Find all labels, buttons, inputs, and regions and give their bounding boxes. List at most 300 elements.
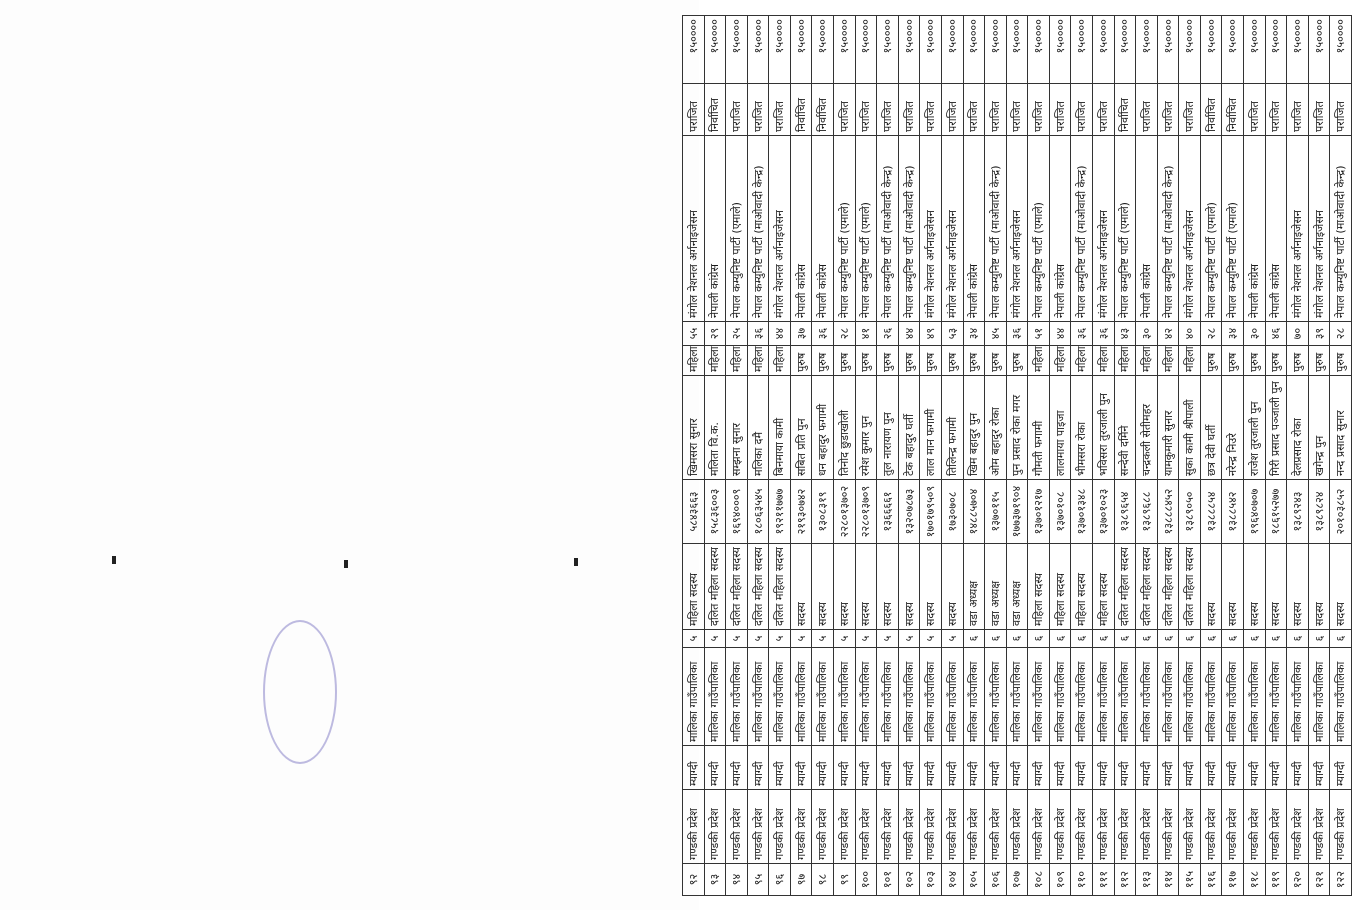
gender-cell: पुरुष — [1330, 346, 1352, 376]
ward-number-cell: ६ — [1092, 630, 1114, 648]
serial-number-cell: १२१ — [1308, 864, 1330, 896]
province-cell: गण्डकी प्रदेश — [1028, 790, 1050, 864]
table-row — [920, 16, 942, 896]
candidate-name-cell: पुन प्रसाद रोका मगर — [1006, 376, 1028, 480]
party-cell: नेपाल कम्युनिष्ट पार्टी (माओवादी केन्द्र) — [1157, 136, 1179, 322]
gender-cell: महिला — [1157, 346, 1179, 376]
ward-number-cell: ५ — [855, 630, 877, 648]
local-body-cell: मालिका गाउँपालिका — [1308, 648, 1330, 746]
table-row — [985, 16, 1007, 896]
ward-number-cell: ५ — [941, 630, 963, 648]
amount-cell: १५०००० — [769, 16, 791, 84]
party-cell: नेपाली कांग्रेस — [1049, 136, 1071, 322]
local-body-cell: मालिका गाउँपालिका — [898, 648, 920, 746]
voter-id-cell: २२८०१३७०२ — [834, 480, 856, 544]
table-row — [1179, 16, 1201, 896]
province-cell: गण्डकी प्रदेश — [1179, 790, 1201, 864]
voter-id-cell: १९६४०७०७ — [1244, 480, 1266, 544]
post-cell: दलित महिला सदस्य — [726, 544, 748, 630]
serial-number-cell: ९६ — [769, 864, 791, 896]
amount-cell: १५०००० — [704, 16, 726, 84]
candidate-name-cell: सबित प्रति पुन — [790, 376, 812, 480]
ward-number-cell: ६ — [963, 630, 985, 648]
candidate-name-cell: मलिका दमै — [747, 376, 769, 480]
age-cell: ३६ — [747, 322, 769, 346]
candidate-name-cell: तुल नारायण पुन — [877, 376, 899, 480]
voter-id-cell: १३८९८२४ — [1308, 480, 1330, 544]
voter-id-cell: १३७०१०८ — [1049, 480, 1071, 544]
voter-id-cell: १८६१५२७७ — [1265, 480, 1287, 544]
age-cell: ३६ — [812, 322, 834, 346]
result-cell: पराजित — [1330, 84, 1352, 136]
post-cell: दलित महिला सदस्य — [1136, 544, 1158, 630]
local-body-cell: मालिका गाउँपालिका — [1200, 648, 1222, 746]
age-cell: ४९ — [920, 322, 942, 346]
ward-number-cell: ५ — [704, 630, 726, 648]
gender-cell: पुरुष — [985, 346, 1007, 376]
age-cell: ४४ — [769, 322, 791, 346]
result-cell: पराजित — [1136, 84, 1158, 136]
local-body-cell: मालिका गाउँपालिका — [1092, 648, 1114, 746]
result-cell: निर्वाचित — [1222, 84, 1244, 136]
district-cell: म्याग्दी — [812, 746, 834, 790]
local-body-cell: मालिका गाउँपालिका — [1244, 648, 1266, 746]
candidate-name-cell: लालमाया पाइजा — [1049, 376, 1071, 480]
serial-number-cell: ९२ — [683, 864, 705, 896]
ward-number-cell: ६ — [1071, 630, 1093, 648]
gender-cell: पुरुष — [812, 346, 834, 376]
candidate-name-cell: लाल मान फगामी — [920, 376, 942, 480]
province-cell: गण्डकी प्रदेश — [1308, 790, 1330, 864]
province-cell: गण्डकी प्रदेश — [898, 790, 920, 864]
gender-cell: महिला — [683, 346, 705, 376]
district-cell: म्याग्दी — [1049, 746, 1071, 790]
age-cell: ३० — [1244, 322, 1266, 346]
local-body-cell: मालिका गाउँपालिका — [1265, 648, 1287, 746]
serial-number-cell: १०६ — [985, 864, 1007, 896]
result-cell: निर्वाचित — [1200, 84, 1222, 136]
local-body-cell: मालिका गाउँपालिका — [920, 648, 942, 746]
candidate-name-cell: भीमसरा रोका — [1071, 376, 1093, 480]
local-body-cell: मालिका गाउँपालिका — [1136, 648, 1158, 746]
gender-cell: महिला — [769, 346, 791, 376]
province-cell: गण्डकी प्रदेश — [1136, 790, 1158, 864]
district-cell: म्याग्दी — [1028, 746, 1050, 790]
gender-cell: पुरुष — [1006, 346, 1028, 376]
party-cell: नेपाली कांग्रेस — [790, 136, 812, 322]
table-row — [898, 16, 920, 896]
table-row — [1157, 16, 1179, 896]
candidate-name-cell: खिम बहादुर पुन — [963, 376, 985, 480]
ward-number-cell: ५ — [769, 630, 791, 648]
amount-cell: १५०००० — [1200, 16, 1222, 84]
local-body-cell: मालिका गाउँपालिका — [855, 648, 877, 746]
party-cell: नेपाल कम्युनिष्ट पार्टी (माओवादी केन्द्र) — [1330, 136, 1352, 322]
gender-cell: महिला — [1092, 346, 1114, 376]
district-cell: म्याग्दी — [1222, 746, 1244, 790]
amount-cell: १५०००० — [747, 16, 769, 84]
district-cell: म्याग्दी — [1244, 746, 1266, 790]
local-body-cell: मालिका गाउँपालिका — [985, 648, 1007, 746]
district-cell: म्याग्दी — [1265, 746, 1287, 790]
amount-cell: १५०००० — [1157, 16, 1179, 84]
post-cell: दलित महिला सदस्य — [747, 544, 769, 630]
amount-cell: १५०००० — [1028, 16, 1050, 84]
result-cell: निर्वाचित — [812, 84, 834, 136]
age-cell: ३७ — [790, 322, 812, 346]
age-cell: ३९ — [1308, 322, 1330, 346]
province-cell: गण्डकी प्रदेश — [1244, 790, 1266, 864]
party-cell: नेपाल कम्युनिष्ट पार्टी (माओवादी केन्द्र) — [1071, 136, 1093, 322]
province-cell: गण्डकी प्रदेश — [920, 790, 942, 864]
gender-cell: महिला — [1114, 346, 1136, 376]
result-cell: पराजित — [747, 84, 769, 136]
local-body-cell: मालिका गाउँपालिका — [1006, 648, 1028, 746]
district-cell: म्याग्दी — [1114, 746, 1136, 790]
result-cell: पराजित — [898, 84, 920, 136]
serial-number-cell: १०१ — [877, 864, 899, 896]
party-cell: नेपाल कम्युनिष्ट पार्टी (एमाले) — [855, 136, 877, 322]
post-cell: सदस्य — [920, 544, 942, 630]
district-cell: म्याग्दी — [1330, 746, 1352, 790]
party-cell: मंगोल नेशनल अर्गनाइजेसन — [1006, 136, 1028, 322]
amount-cell: १५०००० — [1136, 16, 1158, 84]
local-body-cell: मालिका गाउँपालिका — [1222, 648, 1244, 746]
post-cell: सदस्य — [812, 544, 834, 630]
post-cell: सदस्य — [1265, 544, 1287, 630]
voter-id-cell: १३८९६८८ — [1136, 480, 1158, 544]
ward-number-cell: ५ — [877, 630, 899, 648]
local-body-cell: मालिका गाउँपालिका — [963, 648, 985, 746]
post-cell: सदस्य — [855, 544, 877, 630]
table-row — [747, 16, 769, 896]
post-cell: महिला सदस्य — [1092, 544, 1114, 630]
ward-number-cell: ६ — [1330, 630, 1352, 648]
serial-number-cell: १०२ — [898, 864, 920, 896]
post-cell: महिला सदस्य — [1028, 544, 1050, 630]
result-cell: पराजित — [1049, 84, 1071, 136]
post-cell: सदस्य — [834, 544, 856, 630]
voter-id-cell: २२८०१३७०९ — [855, 480, 877, 544]
ward-number-cell: ५ — [834, 630, 856, 648]
gender-cell: पुरुष — [790, 346, 812, 376]
amount-cell: १५०००० — [1092, 16, 1114, 84]
candidate-name-cell: तिलिन्द्र फगामी — [941, 376, 963, 480]
gender-cell: पुरुष — [1308, 346, 1330, 376]
table-row — [726, 16, 748, 896]
result-cell: पराजित — [726, 84, 748, 136]
post-cell: सदस्य — [1330, 544, 1352, 630]
table-row — [683, 16, 705, 896]
table-row — [769, 16, 791, 896]
local-body-cell: मालिका गाउँपालिका — [1157, 648, 1179, 746]
candidate-name-cell: नन्द प्रसाद सुनार — [1330, 376, 1352, 480]
local-body-cell: मालिका गाउँपालिका — [1028, 648, 1050, 746]
party-cell: मंगोल नेशनल अर्गनाइजेसन — [941, 136, 963, 322]
voter-id-cell: १३०८३१९ — [812, 480, 834, 544]
post-cell: महिला सदस्य — [1049, 544, 1071, 630]
gender-cell: पुरुष — [1222, 346, 1244, 376]
age-cell: २६ — [877, 322, 899, 346]
result-cell: पराजित — [877, 84, 899, 136]
local-body-cell: मालिका गाउँपालिका — [812, 648, 834, 746]
amount-cell: १५०००० — [683, 16, 705, 84]
serial-number-cell: ११७ — [1222, 864, 1244, 896]
serial-number-cell: १११ — [1092, 864, 1114, 896]
table-row — [1028, 16, 1050, 896]
candidate-name-cell: राजेश तुरजाली पुन — [1244, 376, 1266, 480]
district-cell: म्याग्दी — [1200, 746, 1222, 790]
serial-number-cell: ११९ — [1265, 864, 1287, 896]
table-row — [1200, 16, 1222, 896]
age-cell: २५ — [726, 322, 748, 346]
ward-number-cell: ६ — [1006, 630, 1028, 648]
candidate-table — [682, 15, 1352, 896]
voter-id-cell: १५८३६००३ — [704, 480, 726, 544]
ward-number-cell: ६ — [1308, 630, 1330, 648]
post-cell: दलित महिला सदस्य — [769, 544, 791, 630]
voter-id-cell: १४८८५७०४ — [963, 480, 985, 544]
voter-id-cell: १३८८८४५२ — [1157, 480, 1179, 544]
age-cell: ४१ — [855, 322, 877, 346]
serial-number-cell: ११३ — [1136, 864, 1158, 896]
party-cell: मंगोल नेशनल अर्गनाइजेसन — [1179, 136, 1201, 322]
table-row — [877, 16, 899, 896]
serial-number-cell: १०८ — [1028, 864, 1050, 896]
age-cell: ३६ — [1071, 322, 1093, 346]
age-cell: ५१ — [1028, 322, 1050, 346]
gender-cell: पुरुष — [941, 346, 963, 376]
party-cell: मंगोल नेशनल अर्गनाइजेसन — [1287, 136, 1309, 322]
province-cell: गण्डकी प्रदेश — [877, 790, 899, 864]
candidate-name-cell: सम्झना सुनार — [726, 376, 748, 480]
district-cell: म्याग्दी — [726, 746, 748, 790]
serial-number-cell: १०० — [855, 864, 877, 896]
voter-id-cell: १३७०११५ — [985, 480, 1007, 544]
amount-cell: १५०००० — [877, 16, 899, 84]
voter-id-cell: १३८८८५४ — [1200, 480, 1222, 544]
gender-cell: पुरुष — [834, 346, 856, 376]
ward-number-cell: ६ — [1136, 630, 1158, 648]
voter-id-cell: १३८८५४२ — [1222, 480, 1244, 544]
candidate-name-cell: गौमती फगामी — [1028, 376, 1050, 480]
serial-number-cell: १०५ — [963, 864, 985, 896]
voter-id-cell: २१९३०७४२ — [790, 480, 812, 544]
amount-cell: १५०००० — [898, 16, 920, 84]
district-cell: म्याग्दी — [1071, 746, 1093, 790]
gender-cell: पुरुष — [920, 346, 942, 376]
table-row — [855, 16, 877, 896]
local-body-cell: मालिका गाउँपालिका — [834, 648, 856, 746]
gender-cell: महिला — [726, 346, 748, 376]
voter-id-cell: १७०१७९५०९ — [920, 480, 942, 544]
age-cell: ४६ — [1265, 322, 1287, 346]
party-cell: नेपाल कम्युनिष्ट पार्टी (एमाले) — [834, 136, 856, 322]
local-body-cell: मालिका गाउँपालिका — [1071, 648, 1093, 746]
province-cell: गण्डकी प्रदेश — [747, 790, 769, 864]
result-cell: निर्वाचित — [704, 84, 726, 136]
district-cell: म्याग्दी — [1308, 746, 1330, 790]
result-cell: पराजित — [941, 84, 963, 136]
party-cell: नेपाल कम्युनिष्ट पार्टी (माओवादी केन्द्र) — [985, 136, 1007, 322]
district-cell: म्याग्दी — [790, 746, 812, 790]
result-cell: निर्वाचित — [790, 84, 812, 136]
age-cell: ३४ — [1222, 322, 1244, 346]
table-row — [963, 16, 985, 896]
post-cell: वडा अध्यक्ष — [963, 544, 985, 630]
post-cell: महिला सदस्य — [1071, 544, 1093, 630]
age-cell: ४० — [1179, 322, 1201, 346]
province-cell: गण्डकी प्रदेश — [1092, 790, 1114, 864]
result-cell: पराजित — [1157, 84, 1179, 136]
age-cell: २८ — [1200, 322, 1222, 346]
age-cell: ५५ — [683, 322, 705, 346]
local-body-cell: मालिका गाउँपालिका — [726, 648, 748, 746]
age-cell: ४३ — [1114, 322, 1136, 346]
district-cell: म्याग्दी — [941, 746, 963, 790]
local-body-cell: मालिका गाउँपालिका — [1114, 648, 1136, 746]
ward-number-cell: ६ — [1157, 630, 1179, 648]
serial-number-cell: ९३ — [704, 864, 726, 896]
ward-number-cell: ५ — [747, 630, 769, 648]
table-row — [1330, 16, 1352, 896]
amount-cell: १५०००० — [1330, 16, 1352, 84]
result-cell: पराजित — [1265, 84, 1287, 136]
province-cell: गण्डकी प्रदेश — [1114, 790, 1136, 864]
voter-id-cell: १३२०७८७३ — [898, 480, 920, 544]
ward-number-cell: ५ — [812, 630, 834, 648]
candidate-name-cell: यामकुमारी सुनार — [1157, 376, 1179, 480]
province-cell: गण्डकी प्रदेश — [704, 790, 726, 864]
province-cell: गण्डकी प्रदेश — [726, 790, 748, 864]
candidate-name-cell: गिरी प्रसाद पञ्जाली पुन — [1265, 376, 1287, 480]
gender-cell: पुरुष — [1244, 346, 1266, 376]
table-row — [1114, 16, 1136, 896]
result-cell: पराजित — [1244, 84, 1266, 136]
page-mark — [574, 558, 578, 566]
table-row — [1006, 16, 1028, 896]
district-cell: म्याग्दी — [747, 746, 769, 790]
amount-cell: १५०००० — [1071, 16, 1093, 84]
candidate-name-cell: नरेन्द्र निउरे — [1222, 376, 1244, 480]
serial-number-cell: १०९ — [1049, 864, 1071, 896]
post-cell: सदस्य — [877, 544, 899, 630]
table-row — [1071, 16, 1093, 896]
page-mark — [112, 556, 116, 564]
district-cell: म्याग्दी — [1136, 746, 1158, 790]
voter-id-cell: १३७०१२१७ — [1028, 480, 1050, 544]
serial-number-cell: ९७ — [790, 864, 812, 896]
serial-number-cell: ११२ — [1114, 864, 1136, 896]
province-cell: गण्डकी प्रदेश — [683, 790, 705, 864]
serial-number-cell: १०७ — [1006, 864, 1028, 896]
local-body-cell: मालिका गाउँपालिका — [1330, 648, 1352, 746]
table-row — [1222, 16, 1244, 896]
party-cell: नेपाली कांग्रेस — [1244, 136, 1266, 322]
district-cell: म्याग्दी — [1157, 746, 1179, 790]
province-cell: गण्डकी प्रदेश — [812, 790, 834, 864]
result-cell: पराजित — [920, 84, 942, 136]
party-cell: नेपाल कम्युनिष्ट पार्टी (एमाले) — [1222, 136, 1244, 322]
party-cell: नेपाली कांग्रेस — [704, 136, 726, 322]
age-cell: ४५ — [985, 322, 1007, 346]
gender-cell: महिला — [1179, 346, 1201, 376]
ward-number-cell: ६ — [1287, 630, 1309, 648]
candidate-name-cell: ओम बहादुर रोका — [985, 376, 1007, 480]
district-cell: म्याग्दी — [985, 746, 1007, 790]
table-row — [1287, 16, 1309, 896]
post-cell: सदस्य — [898, 544, 920, 630]
gender-cell: महिला — [1049, 346, 1071, 376]
province-cell: गण्डकी प्रदेश — [1222, 790, 1244, 864]
gender-cell: पुरुष — [963, 346, 985, 376]
result-cell: पराजित — [1092, 84, 1114, 136]
candidate-name-cell: रमेश कुमार पुन — [855, 376, 877, 480]
party-cell: नेपाल कम्युनिष्ट पार्टी (माओवादी केन्द्र) — [898, 136, 920, 322]
district-cell: म्याग्दी — [1287, 746, 1309, 790]
candidate-name-cell: खगेन्द्र पुन — [1308, 376, 1330, 480]
serial-number-cell: ११० — [1071, 864, 1093, 896]
candidate-name-cell: धन बहादुर फगामी — [812, 376, 834, 480]
candidate-name-cell: भविसरा तुरजाली पुन — [1092, 376, 1114, 480]
result-cell: पराजित — [963, 84, 985, 136]
party-cell: नेपाल कम्युनिष्ट पार्टी (माओवादी केन्द्र) — [877, 136, 899, 322]
province-cell: गण्डकी प्रदेश — [1071, 790, 1093, 864]
serial-number-cell: १२२ — [1330, 864, 1352, 896]
local-body-cell: मालिका गाउँपालिका — [941, 648, 963, 746]
voter-id-cell: १८०६३५४५ — [747, 480, 769, 544]
ward-number-cell: ५ — [898, 630, 920, 648]
party-cell: मंगोल नेशनल अर्गनाइजेसन — [1092, 136, 1114, 322]
voter-id-cell: १९२११७७७ — [769, 480, 791, 544]
voter-id-cell: १३६६६६१ — [877, 480, 899, 544]
amount-cell: १५०००० — [1222, 16, 1244, 84]
gender-cell: पुरुष — [1287, 346, 1309, 376]
party-cell: नेपाल कम्युनिष्ट पार्टी (एमाले) — [726, 136, 748, 322]
post-cell: सदस्य — [941, 544, 963, 630]
amount-cell: १५०००० — [1006, 16, 1028, 84]
age-cell: ४४ — [1049, 322, 1071, 346]
amount-cell: १५०००० — [812, 16, 834, 84]
gender-cell: महिला — [1071, 346, 1093, 376]
ward-number-cell: ६ — [1244, 630, 1266, 648]
ward-number-cell: ५ — [920, 630, 942, 648]
province-cell: गण्डकी प्रदेश — [1157, 790, 1179, 864]
amount-cell: १५०००० — [1287, 16, 1309, 84]
province-cell: गण्डकी प्रदेश — [1200, 790, 1222, 864]
party-cell: मंगोल नेशनल अर्गनाइजेसन — [769, 136, 791, 322]
ward-number-cell: ६ — [1265, 630, 1287, 648]
result-cell: पराजित — [1287, 84, 1309, 136]
local-body-cell: मालिका गाउँपालिका — [747, 648, 769, 746]
post-cell: सदस्य — [1287, 544, 1309, 630]
post-cell: वडा अध्यक्ष — [985, 544, 1007, 630]
age-cell: ५३ — [941, 322, 963, 346]
party-cell: मंगोल नेशनल अर्गनाइजेसन — [1308, 136, 1330, 322]
ward-number-cell: ६ — [1200, 630, 1222, 648]
table-row — [704, 16, 726, 896]
post-cell: दलित महिला सदस्य — [704, 544, 726, 630]
serial-number-cell: ११८ — [1244, 864, 1266, 896]
ward-number-cell: ५ — [683, 630, 705, 648]
serial-number-cell: ९९ — [834, 864, 856, 896]
age-cell: ४२ — [1157, 322, 1179, 346]
table-row — [941, 16, 963, 896]
district-cell: म्याग्दी — [834, 746, 856, 790]
local-body-cell: मालिका गाउँपालिका — [790, 648, 812, 746]
district-cell: म्याग्दी — [683, 746, 705, 790]
district-cell: म्याग्दी — [704, 746, 726, 790]
